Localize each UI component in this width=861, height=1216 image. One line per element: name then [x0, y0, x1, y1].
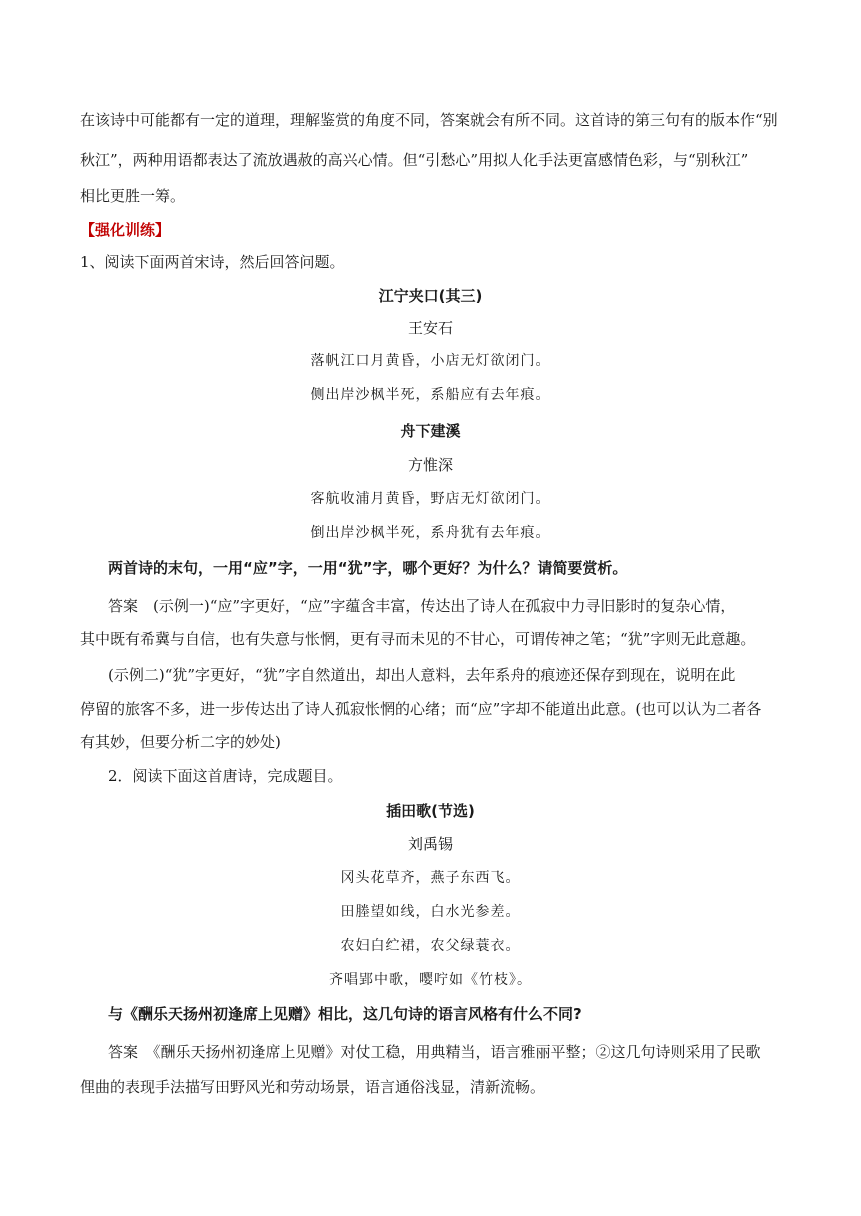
q2-answer-line-2: 俚曲的表现手法描写田野风光和劳动场景，语言通俗浅显，清新流畅。 [80, 1078, 546, 1096]
q2-prompt: 2．阅读下面这首唐诗，完成题目。 [108, 767, 343, 785]
poem3-title: 插田歌(节选) [386, 802, 475, 820]
section-heading: 【强化训练】 [80, 221, 171, 239]
poem2-author: 方惟深 [407, 456, 453, 474]
q1-answer-line-1: 答案 (示例一)“应”字更好，“应”字蕴含丰富，传达出了诗人在孤寂中力寻旧影时的复杂心情， [108, 597, 736, 615]
q1-prompt: 1、阅读下面两首宋诗，然后回答问题。 [80, 253, 345, 271]
poem3-line-4: 齐唱郢中歌，嘤咛如《竹枝》。 [329, 972, 532, 988]
q1-answer-line-2: 其中既有希冀与自信，也有失意与怅惘，更有寻而未见的不甘心，可谓传神之笔；“犹”字则无此意趣。 [80, 630, 756, 648]
q2-answer-line-1: 答案 《酬乐天扬州初逢席上见赠》对仗工稳，用典精当，语言雅丽平整；②这几句诗则采用了民歌 [108, 1043, 761, 1061]
poem2-title: 舟下建溪 [400, 422, 461, 440]
q2-question: 与《酬乐天扬州初逢席上见赠》相比，这几句诗的语言风格有什么不同? [108, 1005, 582, 1023]
intro-line-3: 相比更胜一筹。 [80, 187, 186, 205]
poem3-line-3: 农妇白纻裙，农父绿蓑衣。 [340, 938, 521, 954]
intro-line-1: 在该诗中可能都有一定的道理，理解鉴赏的角度不同，答案就会有所不同。这首诗的第三句有的版本作“别 [80, 111, 778, 129]
poem1-title: 江宁夹口(其三) [378, 287, 483, 305]
q1-answer-line-5: 有其妙，但要分析二字的妙处) [80, 733, 281, 751]
q1-answer-line-3: (示例二)“犹”字更好，“犹”字自然道出，却出人意料，去年系舟的痕迹还保存到现在，说明在此 [108, 666, 736, 684]
poem2-line-2: 倒出岸沙枫半死，系舟犹有去年痕。 [310, 525, 551, 541]
q1-answer-line-4: 停留的旅客不多，进一步传达出了诗人孤寂怅惘的心绪；而“应”字却不能道出此意。(也可以认为二者各 [80, 700, 762, 718]
poem3-line-1: 冈头花草齐，燕子东西飞。 [340, 870, 521, 886]
poem2-line-1: 客航收浦月黄昏，野店无灯欲闭门。 [310, 491, 551, 507]
poem1-line-2: 侧出岸沙枫半死，系船应有去年痕。 [310, 387, 551, 403]
poem3-line-2: 田塍望如线，白水光参差。 [340, 904, 521, 920]
poem1-line-1: 落帆江口月黄昏，小店无灯欲闭门。 [310, 353, 551, 369]
intro-line-2: 秋江”，两种用语都表达了流放遇赦的高兴心情。但“引愁心”用拟人化手法更富感情色彩，与“别秋江” [80, 151, 749, 169]
poem1-author: 王安石 [407, 319, 453, 337]
q1-question: 两首诗的末句，一用“应”字，一用“犹”字，哪个更好？为什么？请简要赏析。 [108, 559, 628, 577]
poem3-author: 刘禹锡 [407, 835, 453, 853]
